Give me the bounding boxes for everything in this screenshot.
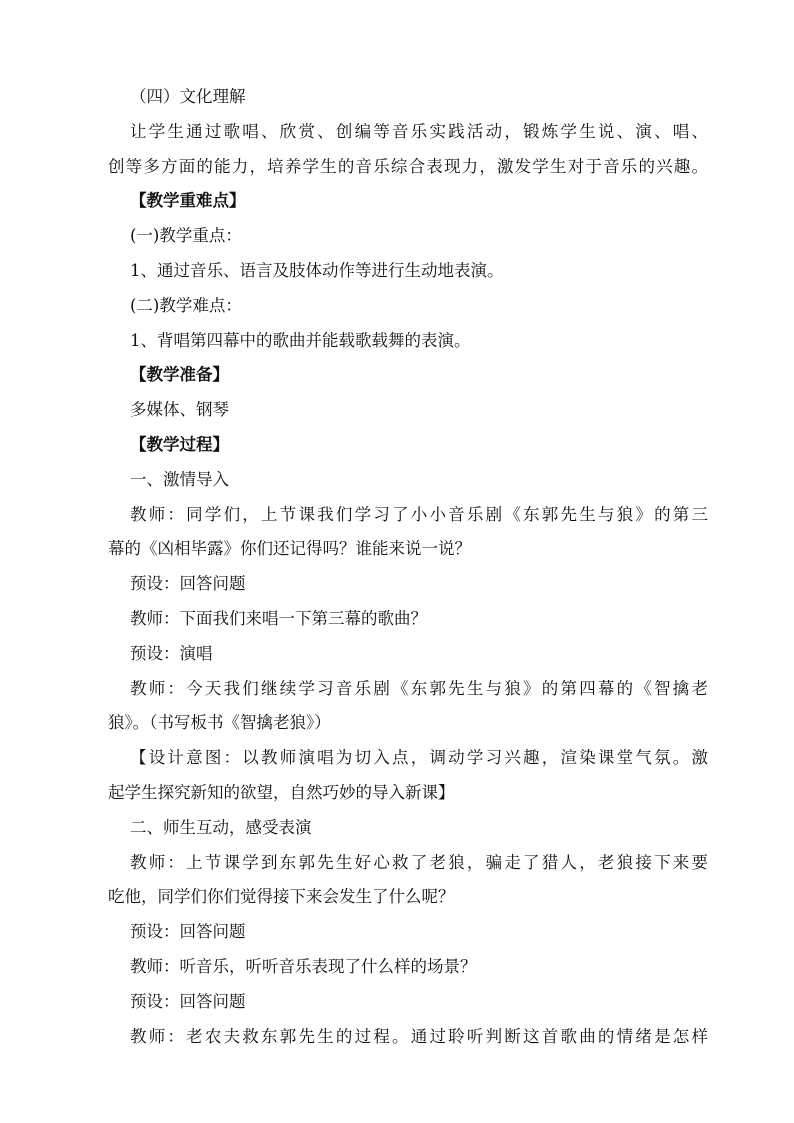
paragraph-line: 教师：上节课学到东郭先生好心救了老狼，骗走了猎人，老狼接下来要: [130, 852, 708, 872]
design-intent-line: 【设计意图：以教师演唱为切入点，调动学习兴趣，渲染课堂气氛。激: [130, 748, 708, 768]
list-item: 1、通过音乐、语言及肢体动作等进行生动地表演。: [130, 260, 504, 280]
paragraph-line: 教师：今天我们继续学习音乐剧《东郭先生与狼》的第四幕的《智擒老: [130, 678, 708, 698]
paragraph-line: 多媒体、钢琴: [130, 400, 229, 420]
paragraph-line: 预设：回答问题: [130, 574, 246, 594]
paragraph-line: 让学生通过歌唱、欣赏、创编等音乐实践活动，锻炼学生说、演、唱、: [130, 121, 708, 141]
heading-key-difficult-points: 【教学重难点】: [130, 191, 246, 211]
paragraph-line: 幕的《凶相毕露》你们还记得吗？谁能来说一说？: [108, 539, 471, 559]
subheading-difficult-points: (二)教学难点：: [130, 295, 242, 315]
paragraph-line: 吃他，同学们你们觉得接下来会发生了什么呢？: [108, 887, 455, 907]
heading-teaching-process: 【教学过程】: [130, 434, 229, 454]
subheading-key-points: (一)教学重点：: [130, 226, 242, 246]
paragraph-line: 狼》。（书写板书《智擒老狼》）: [108, 713, 331, 733]
paragraph-line: 预设：回答问题: [130, 922, 246, 942]
paragraph-line: 教师：听音乐，听听音乐表现了什么样的场景？: [130, 956, 477, 976]
list-item: 1、背唱第四幕中的歌曲并能载歌载舞的表演。: [130, 330, 471, 350]
design-intent-line: 起学生探究新知的欲望，自然巧妙的导入新课】: [108, 782, 455, 802]
paragraph-line: 教师：同学们，上节课我们学习了小小音乐剧《东郭先生与狼》的第三: [130, 504, 708, 524]
paragraph-line: 预设：演唱: [130, 643, 213, 663]
document-body: [108, 80, 708, 1054]
section-heading-interaction: 二、师生互动，感受表演: [130, 817, 312, 837]
section-heading-cultural-understanding: （四）文化理解: [130, 87, 246, 106]
section-heading-introduction: 一、激情导入: [130, 469, 229, 489]
paragraph-line: 预设：回答问题: [130, 991, 246, 1011]
paragraph-line: 创等多方面的能力，培养学生的音乐综合表现力，激发学生对于音乐的兴趣。: [108, 156, 708, 176]
paragraph-line: 教师：老农夫救东郭先生的过程。通过聆听判断这首歌曲的情绪是怎样: [130, 1026, 708, 1046]
paragraph-line: 教师：下面我们来唱一下第三幕的歌曲？: [130, 608, 427, 628]
heading-teaching-preparation: 【教学准备】: [130, 365, 229, 385]
